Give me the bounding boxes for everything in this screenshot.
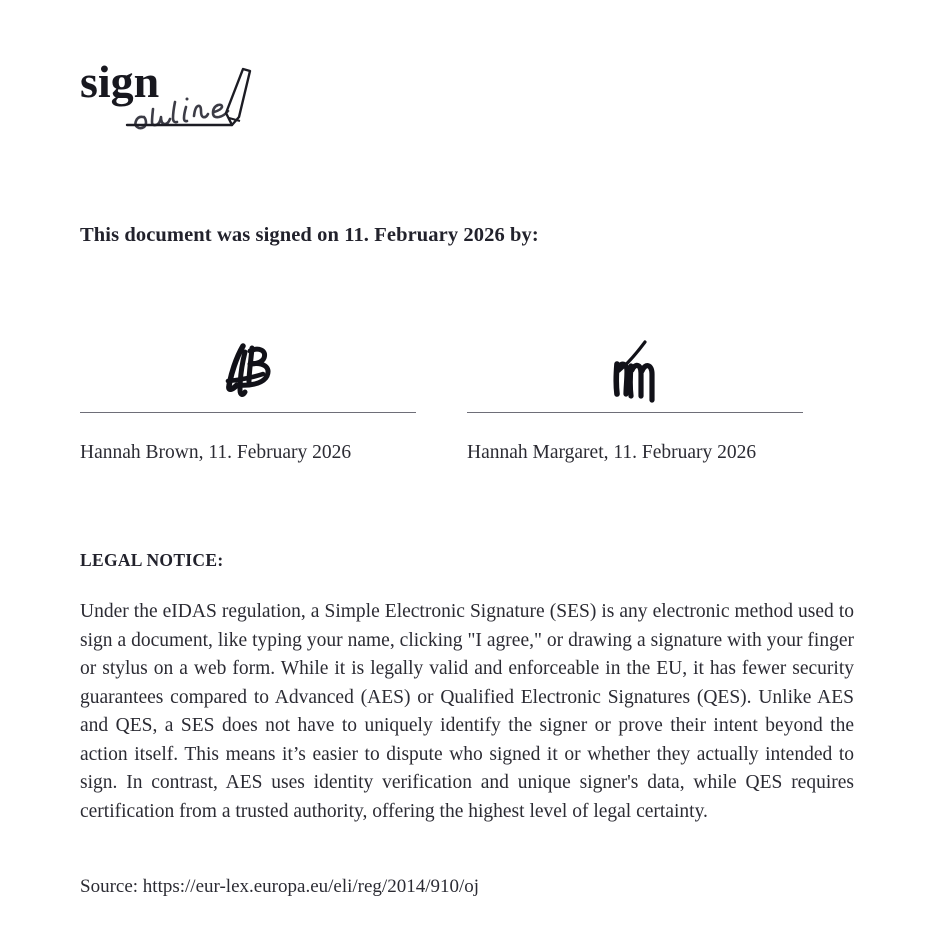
legal-notice-body: Under the eIDAS regulation, a Simple Electronic Signature (SES) is any electronic method used to sign a document, like typing your name, clicking "I agree," or drawing a signature with your finger or stylus on a web form. While it is legally valid and enforceable in the EU, it has fewer security guarantees compared to Advanced (AES) or Qualified Electronic Signatures (QES). Unlike AES and QES, a SES does not have to uniquely identify the signer or prove their intent beyond the action itself. This means it’s easier to dispute who signed it or whether they actually intended to sign. In contrast, AES uses identity verification and unique signer's data, while QES requires certification from a trusted authority, offering the highest level of legal certainty.: [80, 601, 854, 822]
legal-notice-source: Source: https://eur-lex.europa.eu/eli/reg/2014/910/oj: [80, 876, 480, 897]
handwritten-signature-hm-icon: [607, 334, 669, 404]
handwritten-signature-hb-icon: [219, 334, 289, 404]
signature-block-1: [80, 318, 416, 464]
signature-line-2: [467, 412, 803, 413]
signature-row: [80, 318, 852, 478]
signature-line-1: [80, 412, 416, 413]
brand-logo: [80, 55, 260, 133]
brand-logo-svg: [80, 55, 260, 133]
pen-nib-icon: [226, 69, 250, 125]
signature-block-2: [467, 318, 803, 464]
legal-notice-title: LEGAL NOTICE:: [80, 550, 224, 570]
signer-name-date-2: Hannah Margaret, 11. February 2026: [467, 442, 757, 463]
signature-mark-2: [467, 318, 803, 404]
brand-wordmark-sign: sign: [80, 56, 160, 107]
signer-name-date-1: Hannah Brown, 11. February 2026: [80, 442, 352, 463]
signature-mark-1: [80, 318, 416, 404]
page-title: This document was signed on 11. February 2026 by:: [80, 224, 539, 246]
